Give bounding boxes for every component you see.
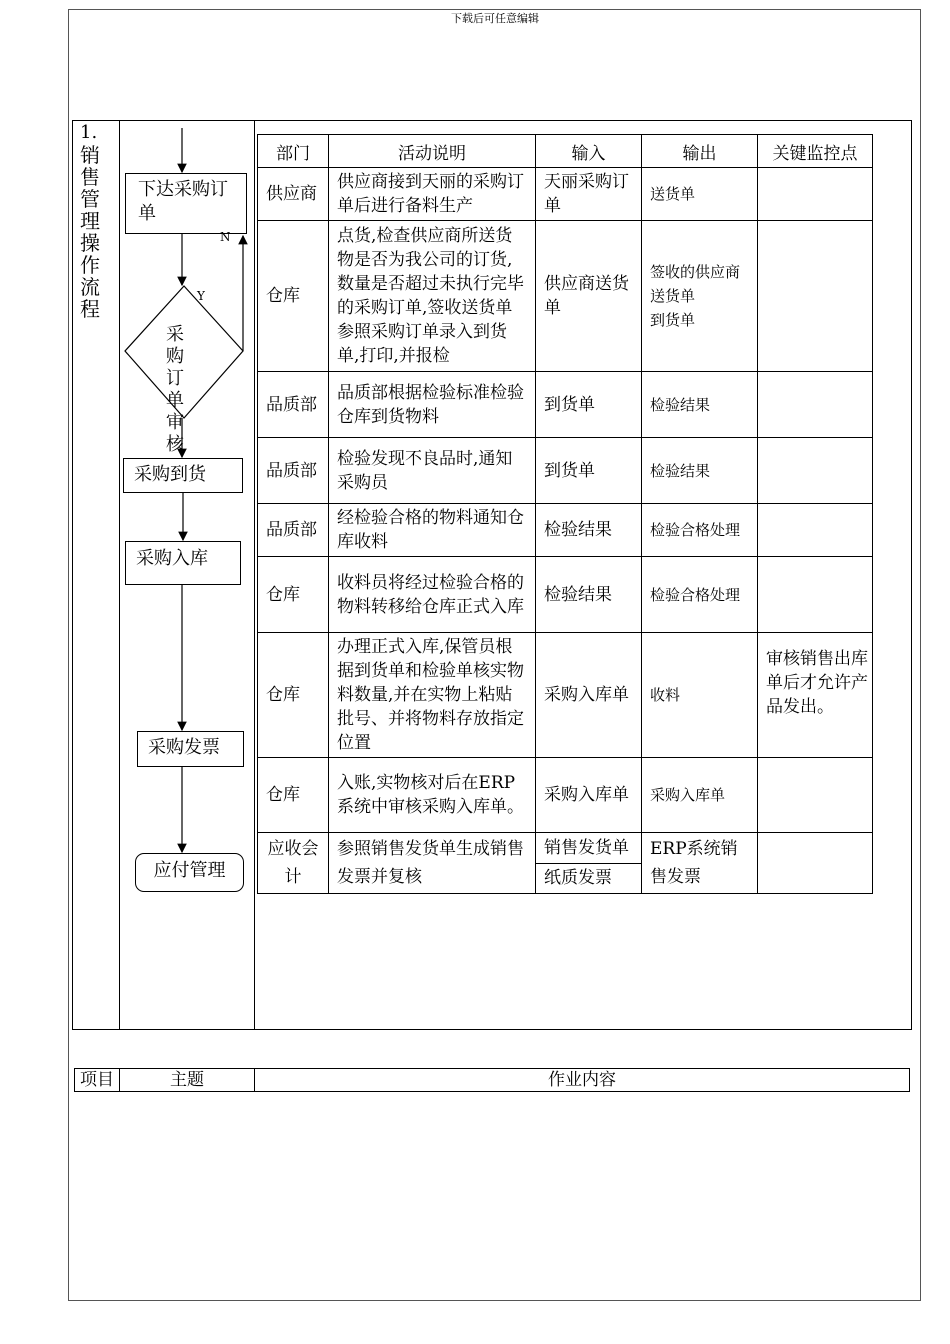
process-table	[257, 134, 873, 894]
header-output: 输出	[642, 135, 758, 168]
cell-key	[758, 833, 873, 894]
header-topic: 主题	[120, 1069, 255, 1092]
cell-dept: 仓库	[258, 557, 329, 633]
header-input: 输入	[536, 135, 642, 168]
section-title-text: 销售管理操作流程	[80, 143, 100, 321]
cell-key	[758, 557, 873, 633]
table-row	[258, 633, 873, 758]
cell-input: 检验结果	[536, 557, 642, 633]
step-issue-po: 下达采购订单	[125, 173, 247, 234]
cell-input: 到货单	[536, 438, 642, 504]
table-row	[258, 168, 873, 221]
header-dept: 部门	[258, 135, 329, 168]
cell-key	[758, 438, 873, 504]
cell-output: 送货单	[642, 168, 758, 221]
cell-key	[758, 504, 873, 557]
header-note: 下载后可任意编辑	[451, 12, 539, 25]
cell-key	[758, 372, 873, 438]
table-row	[258, 372, 873, 438]
cell-output: 采购入库单	[642, 758, 758, 833]
cell-activity: 检验发现不良品时,通知采购员	[329, 438, 536, 504]
step-warehousing: 采购入库	[125, 541, 241, 585]
cell-key	[758, 168, 873, 221]
cell-dept: 仓库	[258, 221, 329, 372]
label-n: N	[220, 230, 231, 244]
cell-dept: 应收会计	[258, 833, 329, 894]
label-y: Y	[197, 289, 205, 303]
cell-output: 检验合格处理	[642, 557, 758, 633]
cell-key	[758, 221, 873, 372]
cell-output: 检验结果	[642, 438, 758, 504]
step-arrival: 采购到货	[123, 458, 243, 493]
table-header-row	[258, 135, 873, 168]
table-row	[258, 557, 873, 633]
cell-activity: 收料员将经过检验合格的物料转移给仓库正式入库	[329, 557, 536, 633]
cell-activity: 供应商接到天丽的采购订单后进行备料生产	[329, 168, 536, 221]
cell-dept: 品质部	[258, 438, 329, 504]
table-row	[258, 758, 873, 833]
cell-output: 收料	[642, 633, 758, 758]
cell-dept: 供应商	[258, 168, 329, 221]
cell-activity: 经检验合格的物料通知仓库收料	[329, 504, 536, 557]
content-header-table	[74, 1068, 910, 1092]
table-row	[258, 438, 873, 504]
cell-activity: 入账,实物核对后在ERP系统中审核采购入库单。	[329, 758, 536, 833]
cell-output: 检验合格处理	[642, 504, 758, 557]
cell-activity: 办理正式入库,保管员根据到货单和检验单核实物料数量,并在实物上粘贴批号、并将物料存放指定位置	[329, 633, 536, 758]
cell-dept: 仓库	[258, 633, 329, 758]
section-number: 1.	[80, 122, 98, 143]
cell-activity: 参照销售发货单生成销售发票并复核	[329, 833, 536, 894]
cell-output: ERP系统销售发票	[642, 833, 758, 894]
header-key: 关键监控点	[758, 135, 873, 168]
cell-output: 签收的供应商送货单 到货单	[642, 221, 758, 372]
step-payable: 应付管理	[135, 853, 244, 892]
cell-input: 检验结果	[536, 504, 642, 557]
cell-dept: 仓库	[258, 758, 329, 833]
cell-output: 检验结果	[642, 372, 758, 438]
content-header-row	[75, 1069, 910, 1092]
step-invoice: 采购发票	[137, 731, 244, 767]
header-project: 项目	[75, 1069, 120, 1092]
cell-key	[758, 758, 873, 833]
header-content: 作业内容	[255, 1069, 910, 1092]
table-row	[258, 833, 873, 864]
cell-input: 采购入库单	[536, 633, 642, 758]
cell-input: 采购入库单	[536, 758, 642, 833]
cell-input: 天丽采购订单	[536, 168, 642, 221]
cell-dept: 品质部	[258, 372, 329, 438]
cell-input-a: 销售发货单	[536, 833, 642, 864]
cell-activity: 品质部根据检验标准检验仓库到货物料	[329, 372, 536, 438]
header-activity: 活动说明	[329, 135, 536, 168]
cell-input: 供应商送货单	[536, 221, 642, 372]
table-row	[258, 221, 873, 372]
cell-input: 到货单	[536, 372, 642, 438]
cell-key: 审核销售出库单后才允许产品发出。	[758, 633, 873, 758]
cell-dept: 品质部	[258, 504, 329, 557]
table-row	[258, 504, 873, 557]
cell-activity: 点货,检查供应商所送货物是否为我公司的订货,数量是否超过未执行完毕的采购订单,签收送货单参照采购订单录入到货单,打印,并报检	[329, 221, 536, 372]
decision-label: 采购订单审核	[166, 324, 184, 455]
cell-input-b: 纸质发票	[536, 863, 642, 894]
